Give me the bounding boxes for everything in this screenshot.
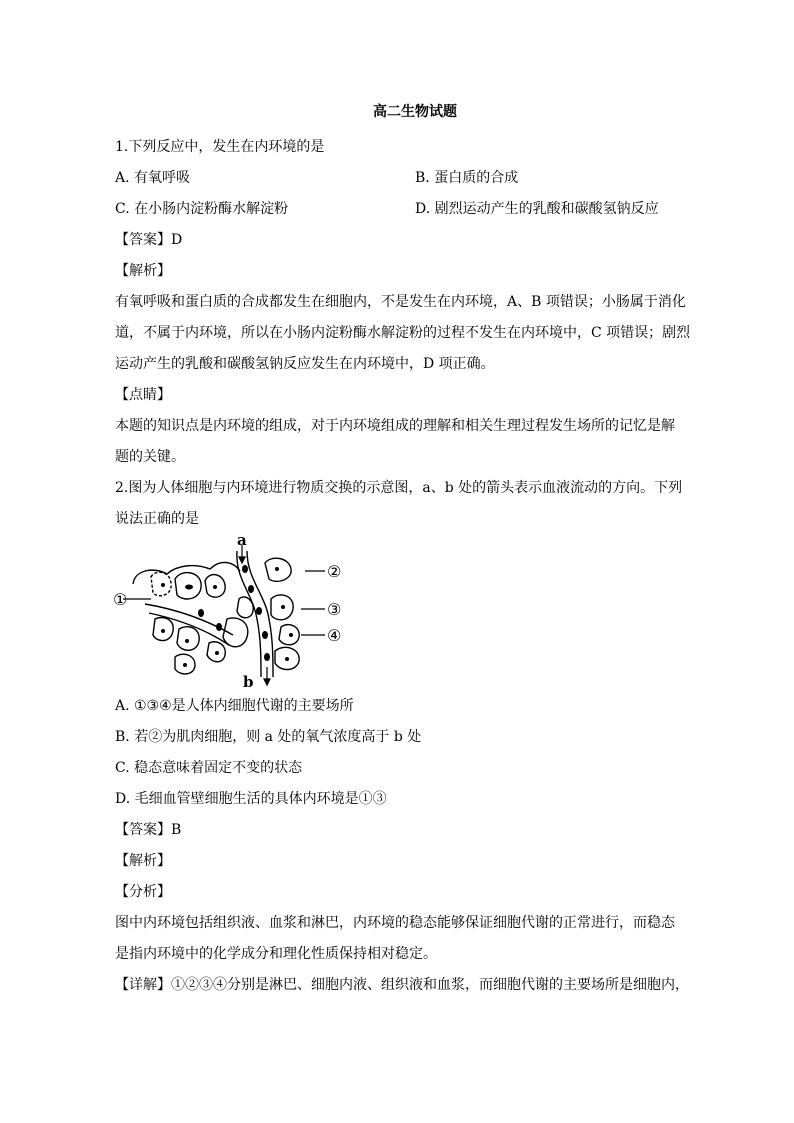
question-1-options-row-2 <box>115 194 715 225</box>
label-b: b <box>243 673 254 691</box>
option-a: A. 有氧呼吸 <box>115 170 191 186</box>
label-circle-4: ④ <box>327 626 342 645</box>
cell-exchange-diagram-svg <box>113 531 375 691</box>
question-2-analysis-heading: 【解析】 <box>115 853 171 869</box>
label-circle-2: ② <box>327 562 342 581</box>
question-1-comment-line: 本题的知识点是内环境的组成，对于内环境组成的理解和相关生理过程发生场所的记忆是解 <box>115 418 675 434</box>
option-b: B. 蛋白质的合成 <box>415 170 519 186</box>
question-1-analysis-heading: 【解析】 <box>115 263 171 279</box>
question-1-comment-line: 题的关键。 <box>115 449 185 465</box>
document-title: 高二生物试题 <box>373 104 457 120</box>
question-2-detail-line: 【详解】①②③④分别是淋巴、细胞内液、组织液和血浆，而细胞代谢的主要场所是细胞内， <box>115 977 689 993</box>
option-c: C. 在小肠内淀粉酶水解淀粉 <box>115 201 289 217</box>
cell-exchange-diagram <box>113 531 715 691</box>
question-2 <box>115 473 715 1001</box>
question-2-option-b: B. 若②为肌肉细胞，则 a 处的氧气浓度高于 b 处 <box>115 729 422 745</box>
document-page <box>115 100 715 1001</box>
question-1-analysis-line: 道，不属于内环境，所以在小肠内淀粉酶水解淀粉的过程不发生在内环境中，C 项错误；剧烈 <box>115 325 691 341</box>
question-1-options-row-1 <box>115 163 715 194</box>
question-2-option-c: C. 稳态意味着固定不变的状态 <box>115 760 303 776</box>
question-1 <box>115 132 715 473</box>
question-2-stem-line: 2.图为人体细胞与内环境进行物质交换的示意图，a、b 处的箭头表示血液流动的方向。下列 <box>115 480 683 496</box>
question-1-analysis-line: 运动产生的乳酸和碳酸氢钠反应发生在内环境中，D 项正确。 <box>115 356 495 372</box>
question-2-answer: 【答案】B <box>115 822 182 838</box>
question-1-analysis-line: 有氧呼吸和蛋白质的合成都发生在细胞内，不是发生在内环境，A、B 项错误；小肠属于消化 <box>115 294 686 310</box>
question-2-stem-line: 说法正确的是 <box>115 511 199 527</box>
question-1-answer: 【答案】D <box>115 232 183 248</box>
option-d: D. 剧烈运动产生的乳酸和碳酸氢钠反应 <box>415 201 659 217</box>
label-a: a <box>237 531 247 549</box>
question-1-stem: 1.下列反应中，发生在内环境的是 <box>115 139 325 155</box>
label-circle-1: ① <box>113 590 128 609</box>
label-circle-3: ③ <box>327 600 342 619</box>
question-2-option-d: D. 毛细血管壁细胞生活的具体内环境是①③ <box>115 791 387 807</box>
question-2-fenxi-heading: 【分析】 <box>115 884 171 900</box>
question-1-comment-heading: 【点睛】 <box>115 387 171 403</box>
question-2-option-a: A. ①③④是人体内细胞代谢的主要场所 <box>115 698 354 714</box>
question-2-fenxi-line: 图中内环境包括组织液、血浆和淋巴，内环境的稳态能够保证细胞代谢的正常进行，而稳态 <box>115 915 675 931</box>
question-2-fenxi-line: 是指内环境中的化学成分和理化性质保持相对稳定。 <box>115 946 437 962</box>
